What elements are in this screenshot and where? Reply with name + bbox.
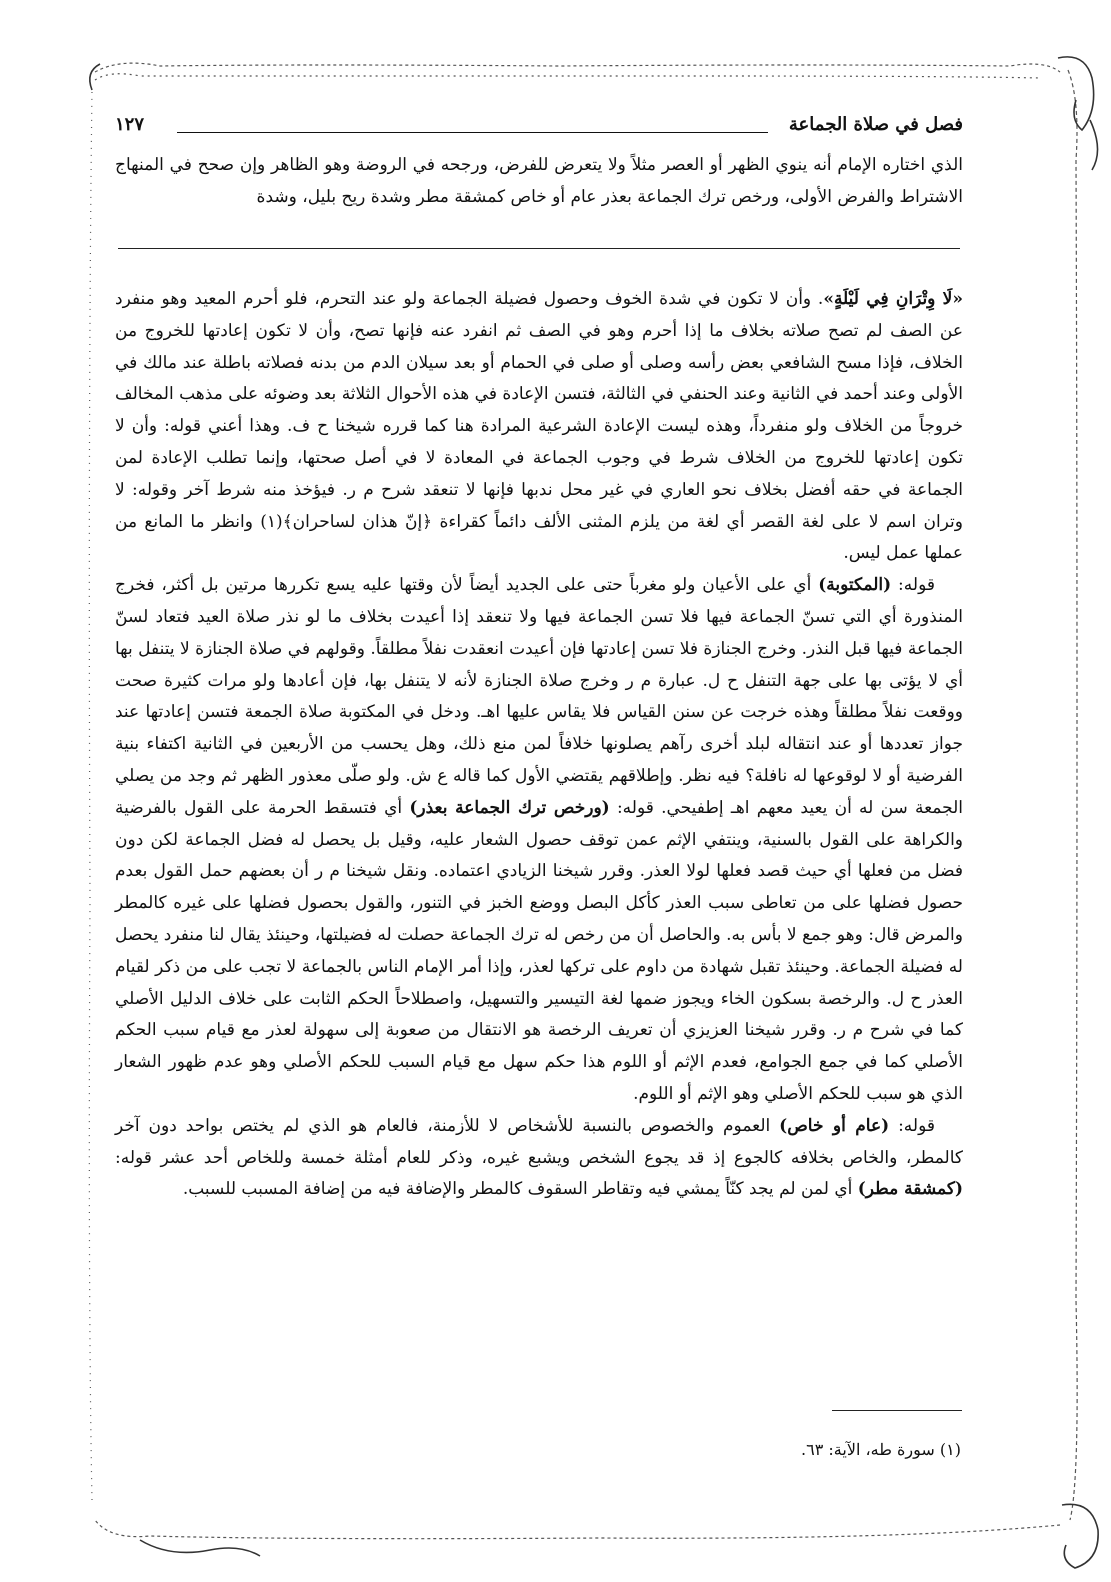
- footnote-rule: [832, 1410, 962, 1411]
- running-header: [115, 112, 963, 146]
- page-number: ١٢٧: [115, 114, 145, 135]
- commentary-text: أي فتسقط الحرمة على القول بالفرضية والكراهة على القول بالسنية، وينتفي الإثم عمن توقف حصول الشعار عليه، وقيل بل يحصل له فضل الجماعة لكن دون فضل من فعلها أي حيث قصد فعلها لولا العذر. وقرر شيخنا الزيادي اعتماده. ونقل شيخنا م ر أن بعضهم حمل القول بعدم حصول فضلها على من تعاطى سبب العذر كأكل البصل ووضع الخبز في التنور، والقول بحصول فضلها على غيره كالمطر والمرض قال: وهو جمع لا بأس به. والحاصل أن من رخص له ترك الجماعة حصلت له فضيلتها، وحينئذ يقال لنا منفرد يحصل له فضيلة الجماعة. وحينئذ تقبل شهادة من داوم على تركها لعذر، وإذا أمر الإمام الناس بالجماعة لا تجب على من ذكر لقيام العذر ح ل. والرخصة بسكون الخاء ويجوز ضمها لغة التيسير والتسهيل، واصطلاحاً الحكم الثابت على خلاف الدليل الأصلي كما في شرح م ر. وقرر شيخنا العزيزي أن تعريف الرخصة هو الانتقال من صعوبة إلى سهولة لعذر مع قيام سبب الحكم الأصلي كما في جمع الجوامع، فعدم الإثم أو اللوم هذا حكم سهل مع قيام السبب للحكم الأصلي وهو عدم ظهور الشعار الذي هو سبب للحكم الأصلي وهو الإثم أو اللوم.: [115, 797, 963, 1104]
- commentary-text: العموم والخصوص بالنسبة للأشخاص لا للأزمنة، فالعام هو الذي لم يختص بواحد دون آخر كالمطر، والخاص بخلافه كالجوع إذ قد يجوع الشخص ويشبع غيره، وذكر للعام أمثلة خمسة وللخاص أحد عشر قوله:: [115, 1115, 963, 1168]
- running-title: فصل في صلاة الجماعة: [788, 114, 963, 135]
- footnote: (١) سورة طه، الآية: ٦٣.: [801, 1440, 961, 1459]
- commentary-paragraph-2: [115, 570, 963, 1111]
- lead-qawluhu: قوله:: [891, 575, 935, 596]
- header-rule: [177, 132, 768, 133]
- matn-term: (المكتوبة): [818, 575, 892, 596]
- commentary: [115, 284, 963, 1206]
- commentary-text: أي على الأعيان ولو مغرباً حتى على الجديد أيضاً لأن وقتها عليه يسع تكررها مرتين بل أكثر، فخرج المنذورة أي التي تسنّ الجماعة فيها فلا تسن الجماعة فيها ولا تنعقد إذا أعيدت بخلاف ما لو نذر صلاة العيد فتعاد لسنّ الجماعة فيها قبل النذر. وخرج الجنازة فلا تسن إعادتها فإن أعيدت انعقدت نفلاً مطلقاً. وقولهم في صلاة الجنازة لا يتنفل بها أي لا يؤتى بها على جهة التنفل ح ل. عبارة م ر وخرج صلاة الجنازة لأنه لا يتنفل بها، فإن أعادها ولو مرات كثيرة صحت ووقعت نفلاً مطلقاً وهذه خرجت عن سنن القياس فلا يقاس عليها اهـ. ودخل في المكتوبة صلاة الجمعة فتسن إعادتها عند جواز تعددها أو عند انتقاله لبلد أخرى رآهم يصلونها خلافاً لمن منع ذلك، وهل يحسب من الأربعين في الثانية اكتفاء بنية الفرضية أو لا لوقوعها له نافلة؟ فيه نظر. وإطلاقهم يقتضي الأول كما قاله ع ش. ولو صلّى معذور الظهر ثم وجد من يصلي الجمعة سن له أن يعيد معهم اهـ إطفيحي. قوله:: [115, 575, 963, 818]
- main-paragraph: الذي اختاره الإمام أنه ينوي الظهر أو العصر مثلاً ولا يتعرض للفرض، ورجحه في الروضة وهو الظاهر وإن صحح في المنهاج الاشتراط والفرض الأولى، ورخص ترك الجماعة بعذر عام أو خاص كمشقة مطر وشدة ريح بليل، وشدة: [115, 155, 963, 207]
- commentary-paragraph-3: [115, 1111, 963, 1206]
- commentary-text: أي لمن لم يجد كنّاً يمشي فيه وتقاطر السقوف كالمطر والإضافة فيه من إضافة المسبب للسبب.: [182, 1179, 858, 1200]
- matn-term: (كمشقة مطر): [857, 1179, 963, 1200]
- matn-term: (عام أو خاص): [779, 1115, 890, 1136]
- lead-qawluhu: قوله:: [889, 1115, 936, 1136]
- main-text: [115, 150, 963, 214]
- hadith-quote: «لَا وِتْرَانِ فِي لَيْلَةٍ»: [823, 289, 963, 309]
- commentary-text: . وأن لا تكون في شدة الخوف وحصول فضيلة الجماعة ولو عند التحرم، فلو أحرم المعيد وهو منفرد عن الصف لم تصح صلاته بخلاف ما إذا أحرم وهو في الصف ثم انفرد عنه فإنها تصح، وأن لا تكون إعادتها للخروج من الخلاف، فإذا مسح الشافعي بعض رأسه وصلى أو صلى في الحمام أو بعد سيلان الدم من بدنه فصلاته باطلة عند مالك في الأولى وعند أحمد في الثانية وعند الحنفي في الثالثة، فتسن الإعادة في هذه الأحوال الثلاثة بعد وضوئه على مذهب المخالف خروجاً من الخلاف ولو منفرداً، وهذه ليست الإعادة الشرعية المرادة هنا كما قرره شيخنا ح ف. وهذا أعني قوله: وأن لا تكون إعادتها للخروج من الخلاف شرط في وجوب الجماعة في المعادة لا في أصل صحتها، وإنما تطلب الإعادة لمن الجماعة في حقه أفضل بخلاف نحو العاري في غير محل ندبها فإنها لا تنعقد شرح م ر. فيؤخذ منه شرط آخر وقوله: لا وتران اسم لا على لغة القصر أي لغة من يلزم المثنى الألف دائماً كقراءة ﴿إنّ هذان لساحران﴾(١) وانظر ما المانع من عملها عمل ليس.: [115, 289, 964, 564]
- commentary-paragraph-1: [115, 284, 963, 570]
- matn-term: (ورخص ترك الجماعة بعذر): [409, 797, 610, 818]
- section-divider: [118, 248, 960, 249]
